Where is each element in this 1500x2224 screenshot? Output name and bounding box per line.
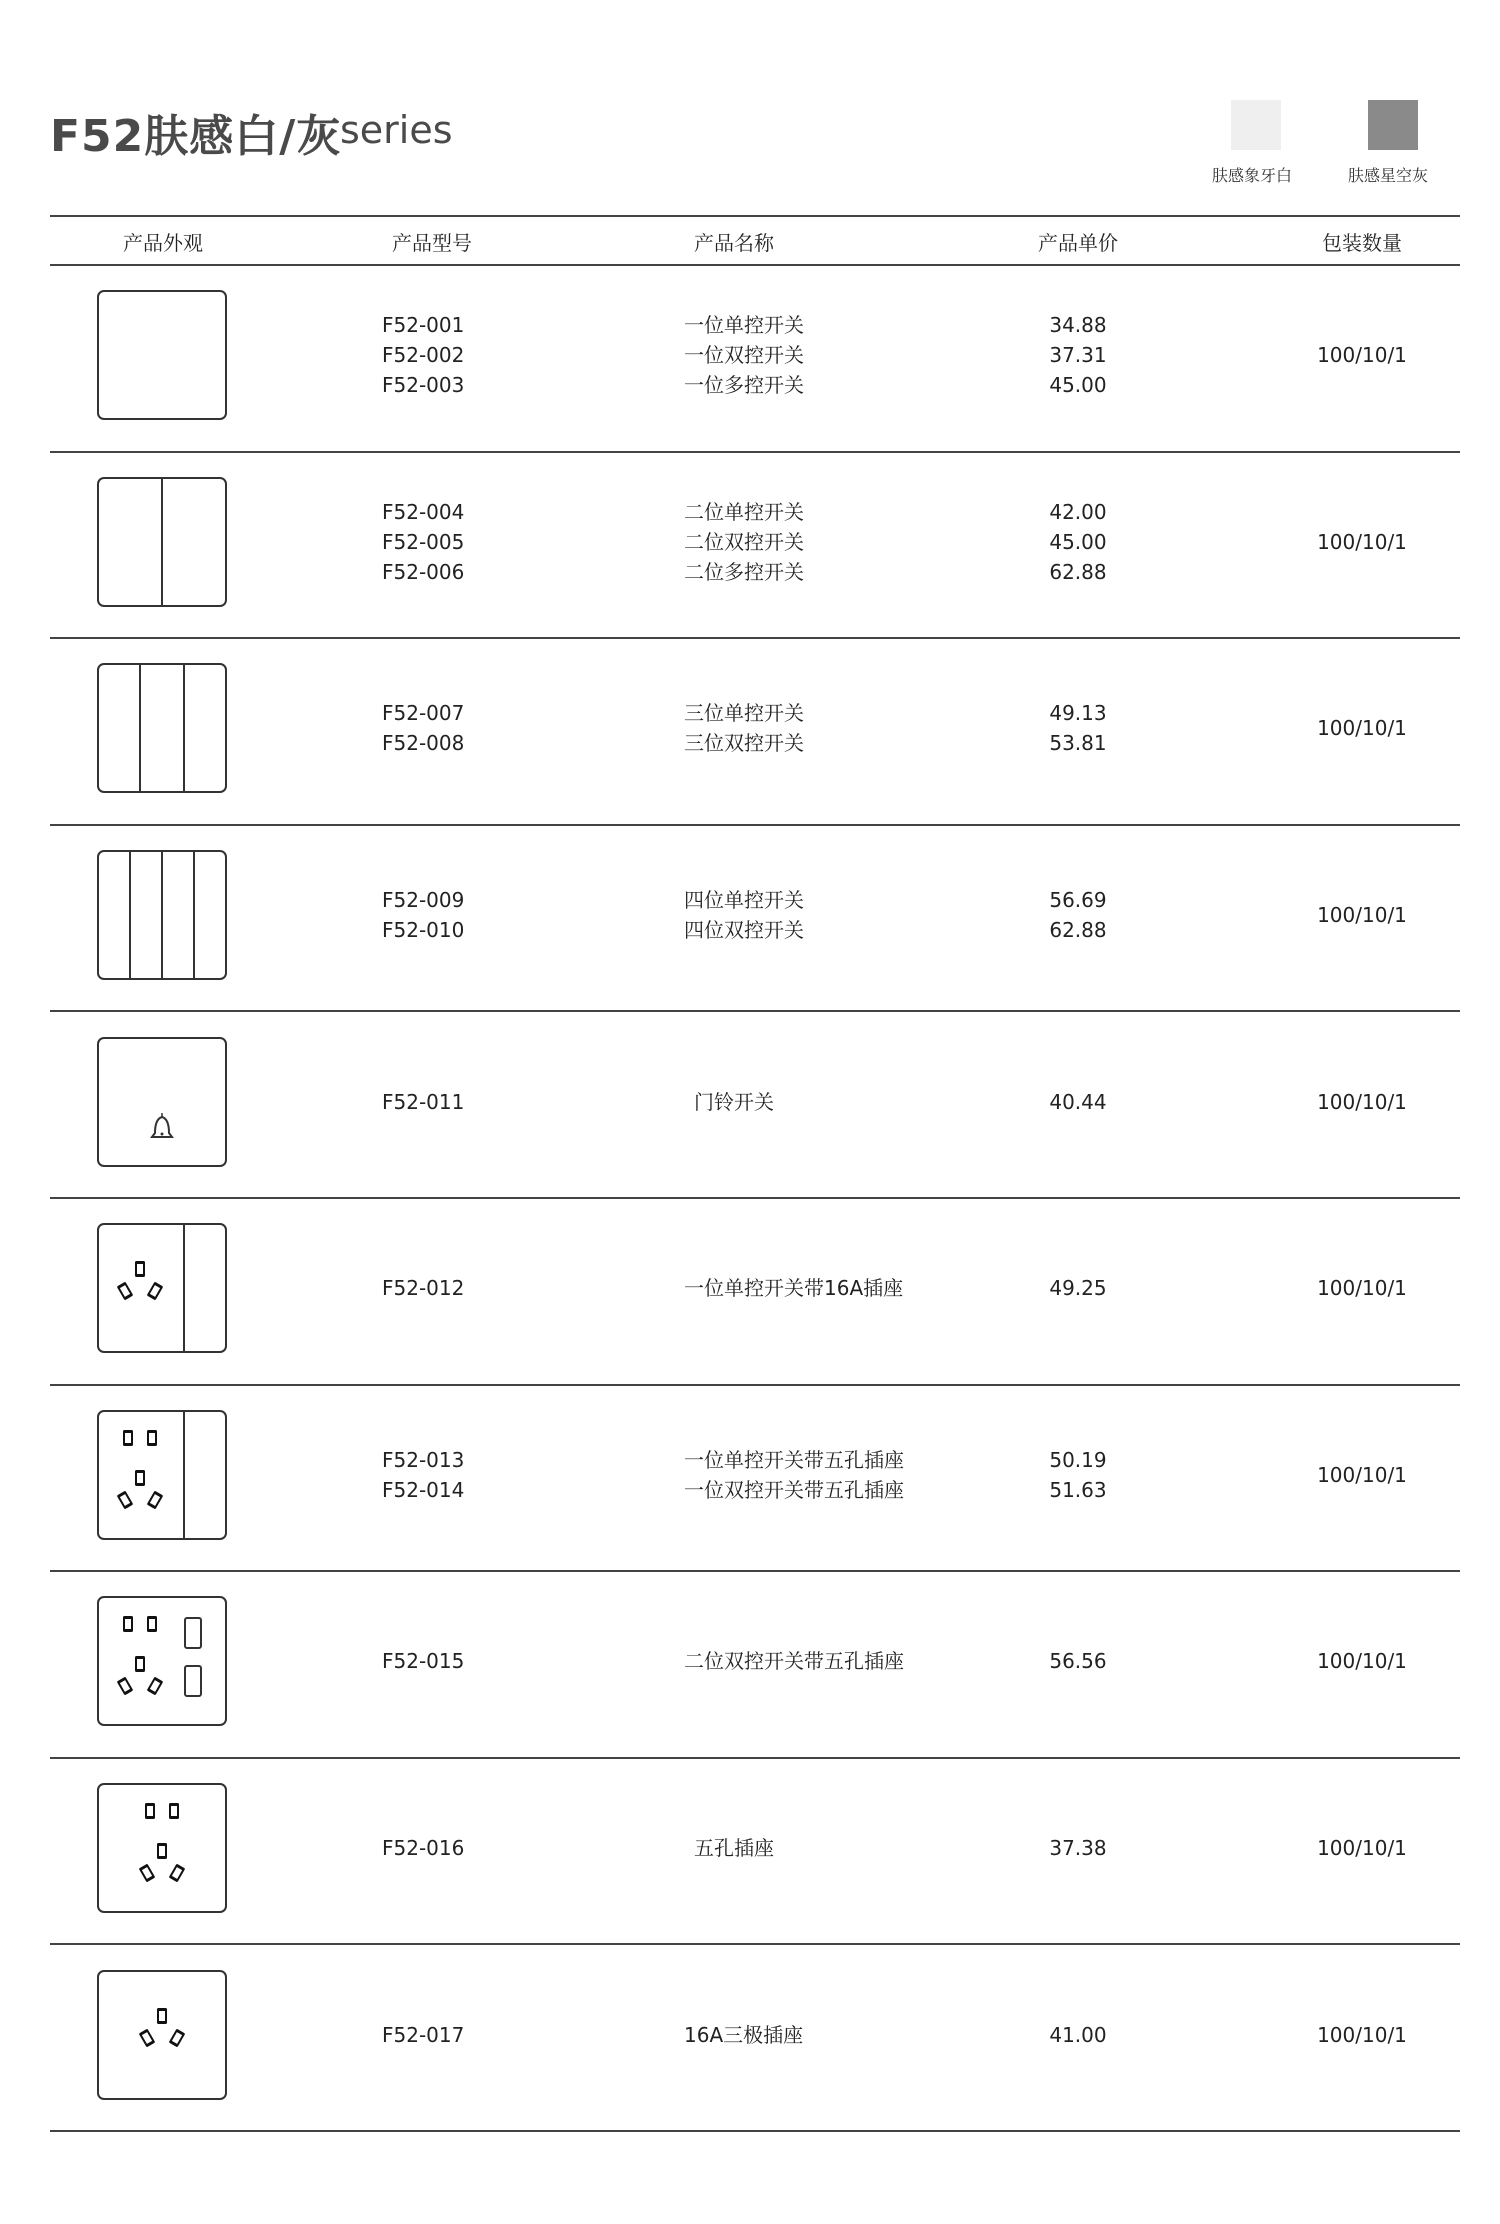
product-appearance-switch-16a-icon: [97, 1223, 227, 1353]
pack-quantity: 100/10/1: [1317, 1089, 1407, 1114]
product-name: [684, 1445, 904, 1505]
product-name: [684, 1646, 904, 1676]
table-row: [50, 1386, 1460, 1573]
product-name-line: 四位双控开关: [684, 918, 804, 943]
product-price: [1028, 1833, 1128, 1863]
color-swatch-ivory: [1231, 100, 1281, 150]
product-model: [382, 1087, 464, 1117]
product-price-line: 37.38: [1049, 1836, 1107, 1861]
product-model: [382, 1833, 464, 1863]
product-name-line: 16A三极插座: [684, 2022, 804, 2047]
product-model-line: F52-017: [382, 2022, 465, 2047]
product-model-line: F52-004: [382, 499, 465, 524]
product-model-line: F52-008: [382, 731, 465, 756]
product-model-line: F52-002: [382, 343, 465, 368]
product-price: [1028, 2020, 1128, 2050]
pack-quantity: 100/10/1: [1317, 716, 1407, 741]
product-price-line: 50.19: [1049, 1447, 1107, 1472]
column-header-pack: 包装数量: [1322, 231, 1402, 255]
product-model-line: F52-010: [382, 918, 465, 943]
product-model-line: F52-001: [382, 313, 465, 338]
product-appearance-doorbell-icon: [97, 1037, 227, 1167]
product-model: [382, 1646, 464, 1676]
product-appearance-2-gang-icon: [97, 477, 227, 607]
product-name-line: 三位双控开关: [684, 731, 804, 756]
product-model: [382, 885, 464, 945]
product-model-line: F52-006: [382, 559, 465, 584]
swatch-label-gray: 肤感星空灰: [1348, 166, 1429, 185]
product-name: [684, 2020, 804, 2050]
product-price-line: 53.81: [1049, 731, 1107, 756]
product-model: [382, 1273, 464, 1303]
product-model: [382, 2020, 464, 2050]
product-name-line: 三位单控开关: [684, 701, 804, 726]
product-appearance-1-gang-icon: [97, 290, 227, 420]
product-name-line: 一位单控开关带五孔插座: [684, 1447, 904, 1472]
product-model-line: F52-007: [382, 701, 465, 726]
product-name: [684, 1273, 904, 1303]
product-name: [684, 885, 804, 945]
product-price: [1028, 1646, 1128, 1676]
product-model-line: F52-011: [382, 1089, 465, 1114]
product-model-line: F52-005: [382, 529, 465, 554]
product-appearance-16a-icon: [97, 1970, 227, 2100]
product-name: [684, 497, 804, 587]
table-row: [50, 1012, 1460, 1199]
product-name: [684, 310, 804, 400]
product-price-line: 40.44: [1049, 1089, 1107, 1114]
table-row: [50, 639, 1460, 826]
product-price-line: 42.00: [1049, 499, 1107, 524]
pack-quantity: 100/10/1: [1317, 343, 1407, 368]
column-header-appearance: 产品外观: [123, 231, 203, 255]
product-price: [1028, 885, 1128, 945]
swatch-label-ivory: 肤感象牙白: [1212, 166, 1293, 185]
product-model-line: F52-016: [382, 1836, 465, 1861]
product-price: [1028, 698, 1128, 758]
table-row: [50, 266, 1460, 453]
product-name-line: 一位单控开关: [684, 313, 804, 338]
product-price: [1028, 1445, 1128, 1505]
product-price-line: 41.00: [1049, 2022, 1107, 2047]
product-model: [382, 1445, 464, 1505]
product-appearance-4-gang-icon: [97, 850, 227, 980]
product-name-line: 一位单控开关带16A插座: [684, 1276, 904, 1301]
product-name-line: 门铃开关: [694, 1089, 774, 1114]
table-row: [50, 453, 1460, 640]
product-model: [382, 310, 464, 400]
column-header-name: 产品名称: [694, 231, 774, 255]
product-name-line: 二位多控开关: [684, 559, 804, 584]
product-price-line: 45.00: [1049, 529, 1107, 554]
pack-quantity: 100/10/1: [1317, 903, 1407, 928]
product-name-line: 一位双控开关带五孔插座: [684, 1477, 904, 1502]
product-name: [684, 1087, 784, 1117]
product-model-line: F52-014: [382, 1477, 465, 1502]
product-model-line: F52-009: [382, 888, 465, 913]
product-price: [1028, 310, 1128, 400]
product-model-line: F52-012: [382, 1276, 465, 1301]
page-title: F52肤感白/灰: [50, 111, 342, 162]
product-name-line: 二位双控开关: [684, 529, 804, 554]
table-row: [50, 826, 1460, 1013]
page-subtitle: series: [340, 108, 453, 152]
pack-quantity: 100/10/1: [1317, 1649, 1407, 1674]
table-row: [50, 1945, 1460, 2132]
product-model-line: F52-015: [382, 1649, 465, 1674]
table-row: [50, 1199, 1460, 1386]
product-price-line: 56.69: [1049, 888, 1107, 913]
product-name-line: 一位双控开关: [684, 343, 804, 368]
product-name: [684, 1833, 784, 1863]
table-row: [50, 1759, 1460, 1946]
product-price-line: 34.88: [1049, 313, 1107, 338]
product-price-line: 49.13: [1049, 701, 1107, 726]
product-price: [1028, 1087, 1128, 1117]
product-price-line: 49.25: [1049, 1276, 1107, 1301]
product-name-line: 二位单控开关: [684, 499, 804, 524]
pack-quantity: 100/10/1: [1317, 2022, 1407, 2047]
product-name-line: 二位双控开关带五孔插座: [684, 1649, 904, 1674]
product-appearance-5hole-icon: [97, 1783, 227, 1913]
column-header-price: 产品单价: [1038, 231, 1118, 255]
product-price-line: 62.88: [1049, 559, 1107, 584]
product-model: [382, 698, 464, 758]
row-divider: [50, 2130, 1460, 2132]
product-price-line: 37.31: [1049, 343, 1107, 368]
product-name-line: 四位单控开关: [684, 888, 804, 913]
table-row: [50, 1572, 1460, 1759]
product-model: [382, 497, 464, 587]
product-name-line: 一位多控开关: [684, 373, 804, 398]
product-appearance-3-gang-icon: [97, 663, 227, 793]
product-price-line: 56.56: [1049, 1649, 1107, 1674]
product-price-line: 62.88: [1049, 918, 1107, 943]
product-appearance-switch-5hole-icon: [97, 1410, 227, 1540]
product-price-line: 51.63: [1049, 1477, 1107, 1502]
product-price: [1028, 1273, 1128, 1303]
product-name-line: 五孔插座: [694, 1836, 774, 1861]
color-swatch-gray: [1368, 100, 1418, 150]
pack-quantity: 100/10/1: [1317, 1276, 1407, 1301]
pack-quantity: 100/10/1: [1317, 1836, 1407, 1861]
product-model-line: F52-003: [382, 373, 465, 398]
pack-quantity: 100/10/1: [1317, 529, 1407, 554]
product-name: [684, 698, 804, 758]
product-price: [1028, 497, 1128, 587]
pack-quantity: 100/10/1: [1317, 1462, 1407, 1487]
product-price-line: 45.00: [1049, 373, 1107, 398]
product-appearance-2switch-5hole-icon: [97, 1596, 227, 1726]
product-model-line: F52-013: [382, 1447, 465, 1472]
column-header-model: 产品型号: [392, 231, 472, 255]
table-top-rule: [50, 215, 1460, 217]
